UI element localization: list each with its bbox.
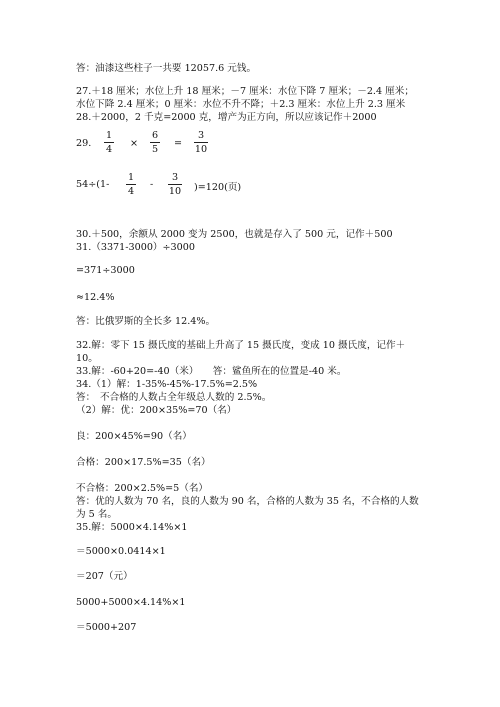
fraction-one-quarter: [104, 130, 114, 155]
fraction-six-fifths: [150, 130, 160, 155]
denominator: 10: [168, 186, 182, 197]
denominator: 4: [105, 144, 113, 155]
fraction-three-tenths: [194, 130, 208, 155]
text-line-17: 不合格：200×2.5%=5（名）: [76, 483, 209, 494]
text-line-10: 10。: [76, 353, 98, 364]
text-line-22: ＝207（元）: [76, 571, 133, 582]
text-line-7: ≈12.4%: [76, 292, 115, 303]
denominator: 10: [194, 144, 208, 155]
text-line-6: =371÷3000: [76, 265, 135, 276]
denominator: 4: [127, 186, 135, 197]
text-line-3: 28.＋2000，2 千克=2000 克，增产为正方向，所以应该记作＋2000: [76, 112, 377, 123]
fraction-bar: [150, 142, 160, 143]
fraction-bar: [104, 142, 114, 143]
numerator: 1: [105, 130, 113, 141]
equation-label: 29.: [76, 138, 92, 149]
fraction-bar: [126, 184, 136, 185]
fraction-bar: [194, 142, 208, 143]
multiply-sign: ×: [130, 138, 139, 149]
text-line-8: 答：比俄罗斯的全长多 12.4%。: [76, 316, 216, 327]
text-line-18: 答：优的人数为 70 名，良的人数为 90 名，合格的人数为 35 名，不合格的人数: [76, 496, 419, 507]
numerator: 6: [151, 130, 159, 141]
text-line-9: 32.解：零下 15 摄氏度的基础上升高了 15 摄氏度，变成 10 摄氏度，记作＋: [76, 340, 406, 351]
fraction-bar: [168, 184, 182, 185]
numerator: 3: [197, 130, 205, 141]
text-line-23: 5000+5000×4.14%×1: [76, 597, 186, 608]
text-line-1: 27.＋18 厘米；水位上升 18 厘米；－7 厘米：水位下降 7 厘米；－2.4 厘米；: [76, 86, 414, 97]
equals-sign: =: [174, 138, 183, 149]
text-line-4: 30.＋500，余额从 2000 变为 2500，也就是存入了 500 元，记作＋500: [76, 229, 393, 240]
text-line-5: 31.（3371-3000）÷3000: [76, 242, 195, 253]
equation-prefix: 54÷(1-: [76, 179, 110, 190]
text-line-12: 34.（1）解：1-35%-45%-17.5%=2.5%: [76, 379, 258, 390]
equation-suffix: )=120(页): [194, 182, 242, 193]
text-line-16: 合格：200×17.5%=35（名）: [76, 457, 211, 468]
numerator: 1: [127, 172, 135, 183]
denominator: 5: [151, 144, 159, 155]
text-line-24: ＝5000+207: [76, 622, 137, 633]
fraction-one-quarter: [126, 172, 136, 197]
text-line-13: 答： 不合格的人数占全年级总人数的 2.5%。: [76, 392, 272, 403]
fraction-three-tenths: [168, 172, 182, 197]
text-line-15: 良：200×45%=90（名）: [76, 431, 192, 442]
minus-sign: -: [150, 179, 154, 190]
text-line-2: 水位下降 2.4 厘米；0 厘米：水位不升不降；＋2.3 厘米：水位上升 2.3 厘米: [76, 99, 406, 110]
text-line-14: （2）解：优：200×35%=70（名）: [76, 405, 237, 416]
text-line-0: 答：油漆这些柱子一共要 12057.6 元钱。: [76, 63, 257, 74]
text-line-11: 33.解：-60+20=-40（米） 答：鲨鱼所在的位置是-40 米。: [76, 366, 347, 377]
text-line-20: 35.解：5000×4.14%×1: [76, 522, 188, 533]
text-line-19: 为 5 名。: [76, 509, 117, 520]
numerator: 3: [171, 172, 179, 183]
text-line-21: ＝5000×0.0414×1: [76, 546, 166, 557]
